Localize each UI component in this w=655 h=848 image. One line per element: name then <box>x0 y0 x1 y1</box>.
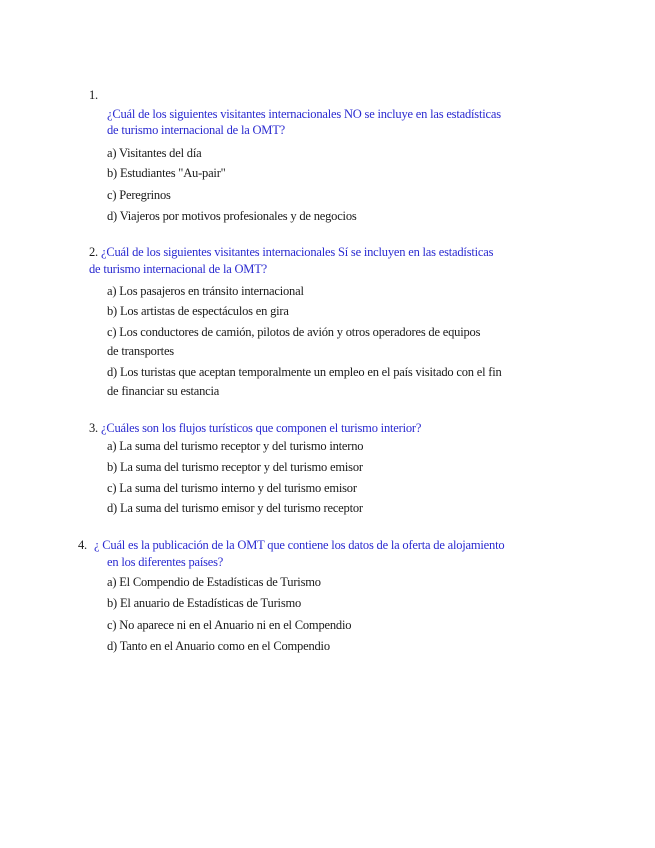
answer-option: de transportes <box>107 344 174 358</box>
question-number: 3. <box>89 421 98 435</box>
question-text-line: de turismo internacional de la OMT? <box>89 262 268 276</box>
answer-option: a) La suma del turismo receptor y del turismo interno <box>107 439 364 453</box>
answer-option: a) Visitantes del día <box>107 146 202 160</box>
answer-option: c) La suma del turismo interno y del turismo emisor <box>107 481 357 495</box>
answer-option: d) Los turistas que aceptan temporalmente un empleo en el país visitado con el fin <box>107 365 502 379</box>
answer-option: d) La suma del turismo emisor y del turismo receptor <box>107 501 363 515</box>
answer-option: a) El Compendio de Estadísticas de Turismo <box>107 575 321 589</box>
answer-option: c) Peregrinos <box>107 188 171 202</box>
answer-option: c) No aparece ni en el Anuario ni en el Compendio <box>107 618 352 632</box>
answer-option: b) El anuario de Estadísticas de Turismo <box>107 596 302 610</box>
question-text-line: ¿Cuáles son los flujos turísticos que componen el turismo interior? <box>101 421 422 435</box>
answer-option: d) Tanto en el Anuario como en el Compendio <box>107 639 330 653</box>
answer-option: c) Los conductores de camión, pilotos de avión y otros operadores de equipos <box>107 325 481 339</box>
answer-option: b) Los artistas de espectáculos en gira <box>107 304 289 318</box>
question-text-line: ¿Cuál de los siguientes visitantes internacionales NO se incluye en las estadísticas <box>107 107 501 121</box>
question-number: 4. <box>78 538 87 552</box>
answer-option: de financiar su estancia <box>107 384 220 398</box>
answer-option: d) Viajeros por motivos profesionales y de negocios <box>107 209 357 223</box>
question-text-line: en los diferentes países? <box>107 555 224 569</box>
question-number: 1. <box>89 88 98 102</box>
question-text-line: ¿ Cuál es la publicación de la OMT que contiene los datos de la oferta de alojamiento <box>94 538 505 552</box>
answer-option: a) Los pasajeros en tránsito internacional <box>107 284 304 298</box>
answer-option: b) Estudiantes "Au-pair" <box>107 166 226 180</box>
question-text-line: de turismo internacional de la OMT? <box>107 123 286 137</box>
question-number: 2. <box>89 245 98 259</box>
question-text-line: ¿Cuál de los siguientes visitantes internacionales Sí se incluyen en las estadísticas <box>101 245 494 259</box>
answer-option: b) La suma del turismo receptor y del turismo emisor <box>107 460 363 474</box>
